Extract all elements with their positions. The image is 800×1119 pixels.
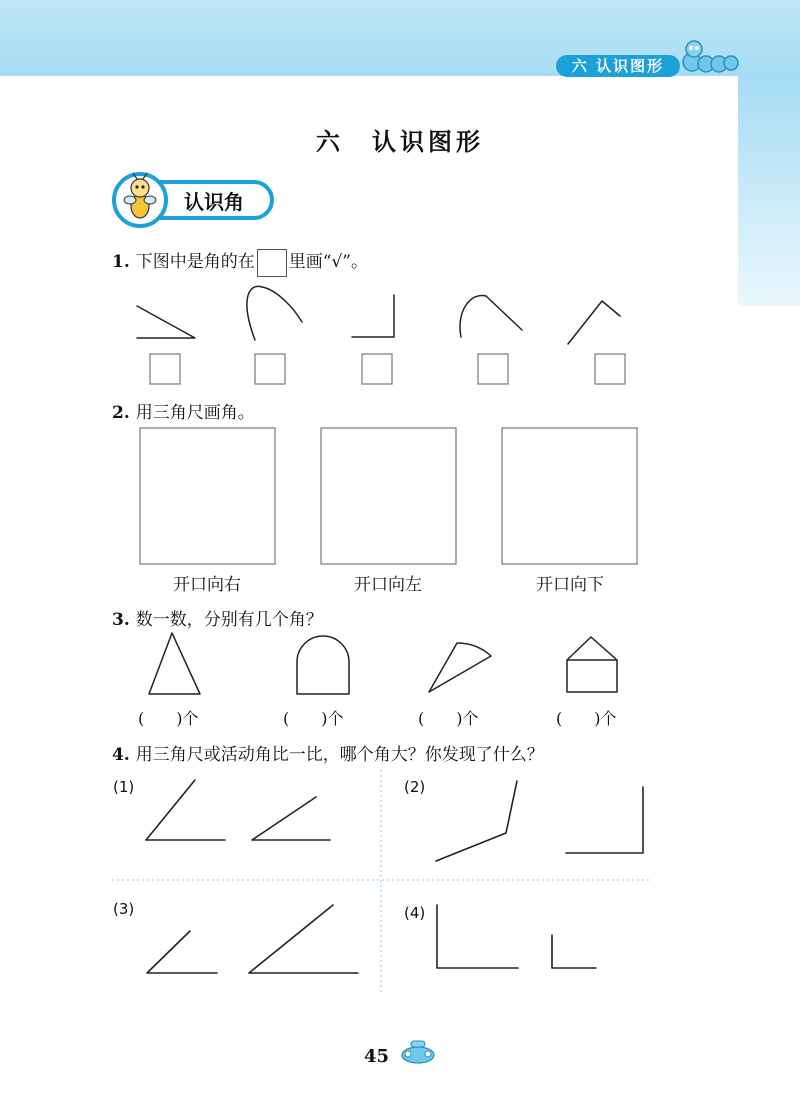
q3-triangle: [149, 633, 200, 694]
q1-answer-box-5: [595, 354, 625, 384]
part-label-2: (2): [404, 778, 426, 796]
question-number: 2.: [112, 403, 130, 423]
question-text: 用三角尺或活动角比一比，哪个角大？你发现了什么？: [135, 745, 544, 765]
q4-1-angle-b: [252, 797, 330, 840]
question-number: 4.: [112, 745, 130, 765]
q4-1-angle-a: [146, 780, 225, 840]
caption-open-right: 开口向右: [173, 575, 241, 595]
part-label-4: (4): [404, 904, 426, 922]
question-text: 下图中是角的在: [135, 252, 255, 272]
part-label-1: (1): [113, 778, 135, 796]
q1-figure-arc-line: [460, 295, 522, 337]
q3-house: [567, 637, 617, 692]
q4-3-angle-b: [249, 905, 358, 973]
page-title: 六 认识图形: [316, 127, 484, 156]
chapter-tab: 六 认识图形: [556, 55, 680, 77]
q1-answer-box-3: [362, 354, 392, 384]
q1-answer-box-4: [478, 354, 508, 384]
question-text-tail: 里画“√”。: [288, 252, 368, 272]
q3-sector: [429, 643, 491, 692]
q2-drawing-box-2: [321, 428, 456, 564]
caption-open-left: 开口向左: [354, 575, 422, 595]
q1-figure-right-angle: [352, 295, 394, 337]
q3-arch: [297, 636, 349, 694]
airplane-mascot-icon: [396, 1038, 440, 1068]
q4-4-angle-b: [552, 935, 596, 968]
q1-figure-angle: [137, 306, 195, 338]
page-number: 45: [364, 1046, 390, 1067]
q4-4-angle-a: [437, 905, 518, 968]
answer-count-4[interactable]: ( )个: [556, 709, 617, 728]
q1-answer-box-1: [150, 354, 180, 384]
question-number: 1.: [112, 252, 130, 272]
caption-open-down: 开口向下: [536, 575, 604, 595]
q4-2-angle-a: [436, 781, 517, 861]
question-text: 用三角尺画角。: [135, 403, 255, 423]
q1-figure-open-angle: [568, 301, 620, 344]
q1-figure-curve: [247, 286, 302, 340]
answer-count-1[interactable]: ( )个: [138, 709, 199, 728]
question-text: 数一数，分别有几个角？: [135, 610, 323, 630]
answer-count-3[interactable]: ( )个: [418, 709, 479, 728]
q4-2-angle-b: [566, 787, 643, 853]
q2-drawing-box-3: [502, 428, 637, 564]
section-badge-label: 认识角: [184, 190, 244, 214]
part-label-3: (3): [113, 900, 135, 918]
answer-count-2[interactable]: ( )个: [283, 709, 344, 728]
q4-3-angle-a: [147, 931, 217, 973]
q2-drawing-box-1: [140, 428, 275, 564]
question-number: 3.: [112, 610, 130, 630]
q1-answer-box-2: [255, 354, 285, 384]
